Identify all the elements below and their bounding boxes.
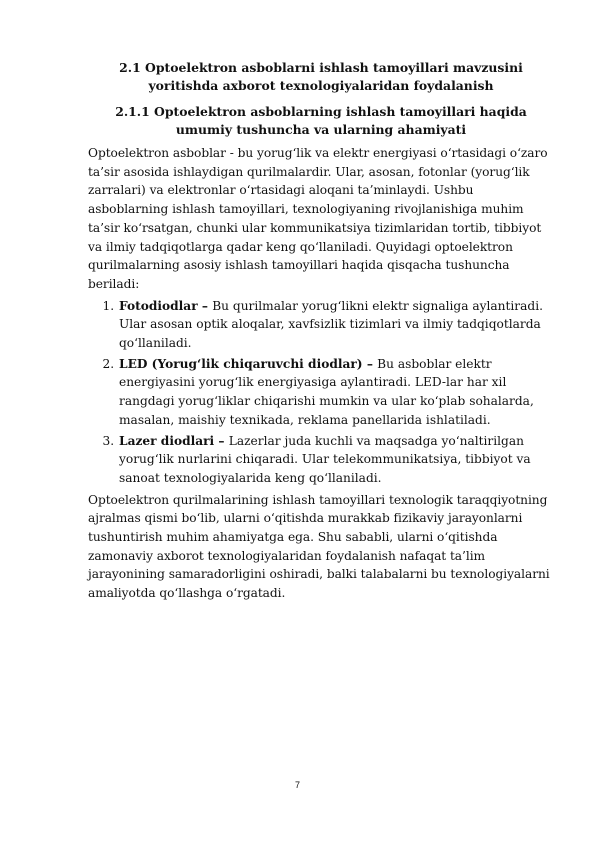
closing-paragraph: Optoelektron qurilmalarining ishlash tamoyillari texnologik taraqqiyotning ajralmas qismi bo‘lib, ularni o‘qitishda murakkab fizikaviy jarayonlarni tushuntirish muhim ahamiyatga ega. Shu sababli, ularni o‘qitishda zamonaviy axborot texnologiyalaridan foydalanish nafaqat ta’lim jarayonining samaradorligini oshiradi, balki talabalarni bu texnologiyalarni amaliyotda qo‘llashga o‘rgatadi. <box>88 492 550 601</box>
term-dash: – <box>214 433 229 448</box>
term-dash: – <box>362 356 378 371</box>
page-number: 7 <box>294 780 300 790</box>
device-term: Fotodiodlar <box>119 298 198 313</box>
list-item <box>118 297 554 353</box>
term-dash: – <box>197 298 213 313</box>
device-term: LED (Yorug‘lik chiqaruvchi diodlar) <box>119 356 363 371</box>
device-list <box>88 297 554 488</box>
section-title: 2.1 Optoelektron asboblarni ishlash tamoyillari mavzusini yoritishda axborot texnologiyalaridan foydalanish <box>119 60 523 93</box>
subsection-title: 2.1.1 Optoelektron asboblarning ishlash tamoyillari haqida umumiy tushuncha va ularning ahamiyati <box>115 104 527 137</box>
device-term: Lazer diodlari <box>119 433 215 448</box>
device-description: Bu qurilmalar yorug‘likni elektr signaliga aylantiradi. Ular asosan optik aloqalar, xavfsizlik tizimlari va ilmiy tadqiqotlarda qo‘llaniladi. <box>119 298 543 351</box>
intro-paragraph: Optoelektron asboblar - bu yorug‘lik va elektr energiyasi o‘rtasidagi o‘zaro ta’sir asosida ishlaydigan qurilmalardir. Ular, asosan, fotonlar (yorug‘lik zarralari) va elektronlar o‘rtasidagi aloqani ta’minlaydi. Ushbu asboblarning ishlash tamoyillari, texnologiyaning rivojlanishiga muhim ta’sir ko‘rsatgan, chunki ular kommunikatsiya tizimlaridan tortib, tibbiyot va ilmiy tadqiqotlarga qadar keng qo‘llaniladi. Quyidagi optoelektron qurilmalarning asosiy ishlash tamoyillari haqida qisqacha tushuncha beriladi: <box>88 146 548 291</box>
list-item <box>118 432 554 488</box>
device-description: Lazerlar juda kuchli va maqsadga yo‘naltirilgan yorug‘lik nurlarini chiqaradi. Ular telekommunikatsiya, tibbiyot va sanoat texnologiyalarida keng qo‘llaniladi. <box>119 433 531 485</box>
list-item <box>118 355 554 430</box>
page-content <box>88 59 554 603</box>
device-description: Bu asboblar elektr energiyasini yorug‘lik energiyasiga aylantiradi. LED-lar har xil rangdagi yorug‘liklar chiqarishi mumkin va ular ko‘plab sohalarda, masalan, maishiy texnikada, reklama panellarida ishlatiladi. <box>119 356 534 427</box>
